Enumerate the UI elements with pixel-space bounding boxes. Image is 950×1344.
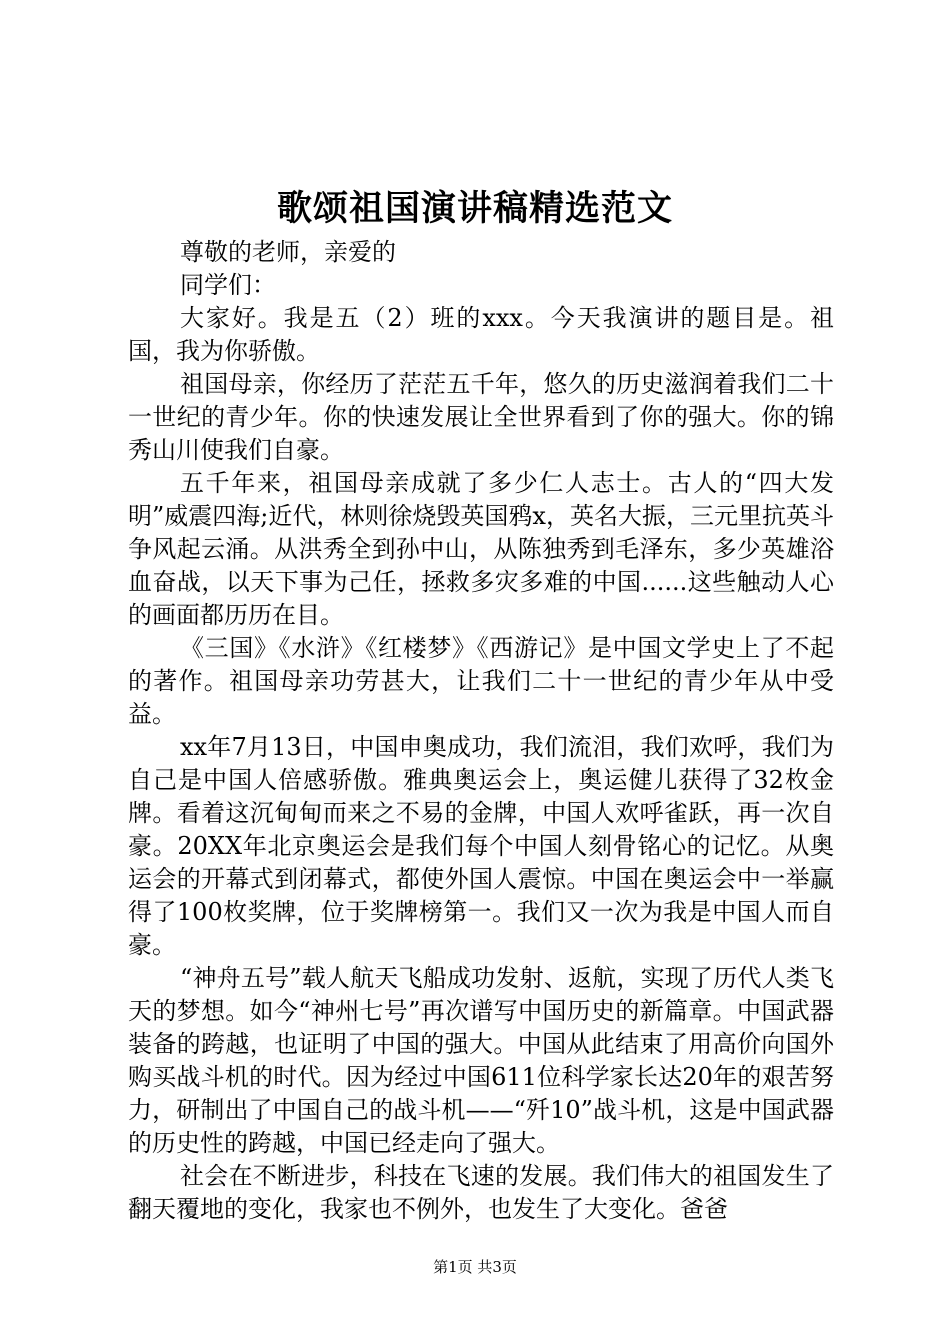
paragraph: 《三国》《水浒》《红楼梦》《西游记》是中国文学史上了不起的著作。祖国母亲功劳甚大，让我们二十一世纪的青少年从中受益。 — [128, 634, 834, 728]
paragraph: 尊敬的老师，亲爱的 — [180, 238, 396, 266]
paragraph: 五千年来，祖国母亲成就了多少仁人志士。古人的“四大发明”威震四海;近代，林则徐烧毁英国鸦x，英名大振，三元里抗英斗争风起云涌。从洪秀全到孙中山，从陈独秀到毛泽东，多少英雄浴血奋战，以天下事为己任，拯救多灾多难的中国......这些触动人心的画面都历历在目。 — [128, 469, 834, 629]
document-body — [128, 236, 834, 1226]
paragraph: 同学们： — [180, 271, 276, 299]
document-title: 歌颂祖国演讲稿精选范文 — [276, 188, 673, 229]
paragraph: 祖国母亲，你经历了茫茫五千年，悠久的历史滋润着我们二十一世纪的青少年。你的快速发展让全世界看到了你的强大。你的锦秀山川使我们自豪。 — [128, 370, 834, 464]
paragraph: “神舟五号”载人航天飞船成功发射、返航，实现了历代人类飞天的梦想。如今“神州七号”再次谱写中国历史的新篇章。中国武器装备的跨越，也证明了中国的强大。中国从此结束了用高价向国外购买战斗机的时代。因为经过中国611位科学家长达20年的艰苦努力，研制出了中国自己的战斗机——“歼10”战斗机，这是中国武器的历史性的跨越，中国已经走向了强大。 — [128, 964, 834, 1157]
page-number-footer: 第1页 共3页 — [433, 1258, 517, 1276]
paragraph: 大家好。我是五（2）班的xxx。今天我演讲的题目是。祖国，我为你骄傲。 — [128, 304, 834, 365]
paragraph: xx年7月13日，中国申奥成功，我们流泪，我们欢呼，我们为自己是中国人倍感骄傲。雅典奥运会上，奥运健儿获得了32枚金牌。看着这沉甸甸而来之不易的金牌，中国人欢呼雀跃，再一次自豪。20XX年北京奥运会是我们每个中国人刻骨铭心的记忆。从奥运会的开幕式到闭幕式，都使外国人震惊。中国在奥运会中一举赢得了100枚奖牌，位于奖牌榜第一。我们又一次为我是中国人而自豪。 — [128, 733, 834, 959]
paragraph: 社会在不断进步，科技在飞速的发展。我们伟大的祖国发生了翻天覆地的变化，我家也不例外，也发生了大变化。爸爸 — [128, 1162, 834, 1223]
